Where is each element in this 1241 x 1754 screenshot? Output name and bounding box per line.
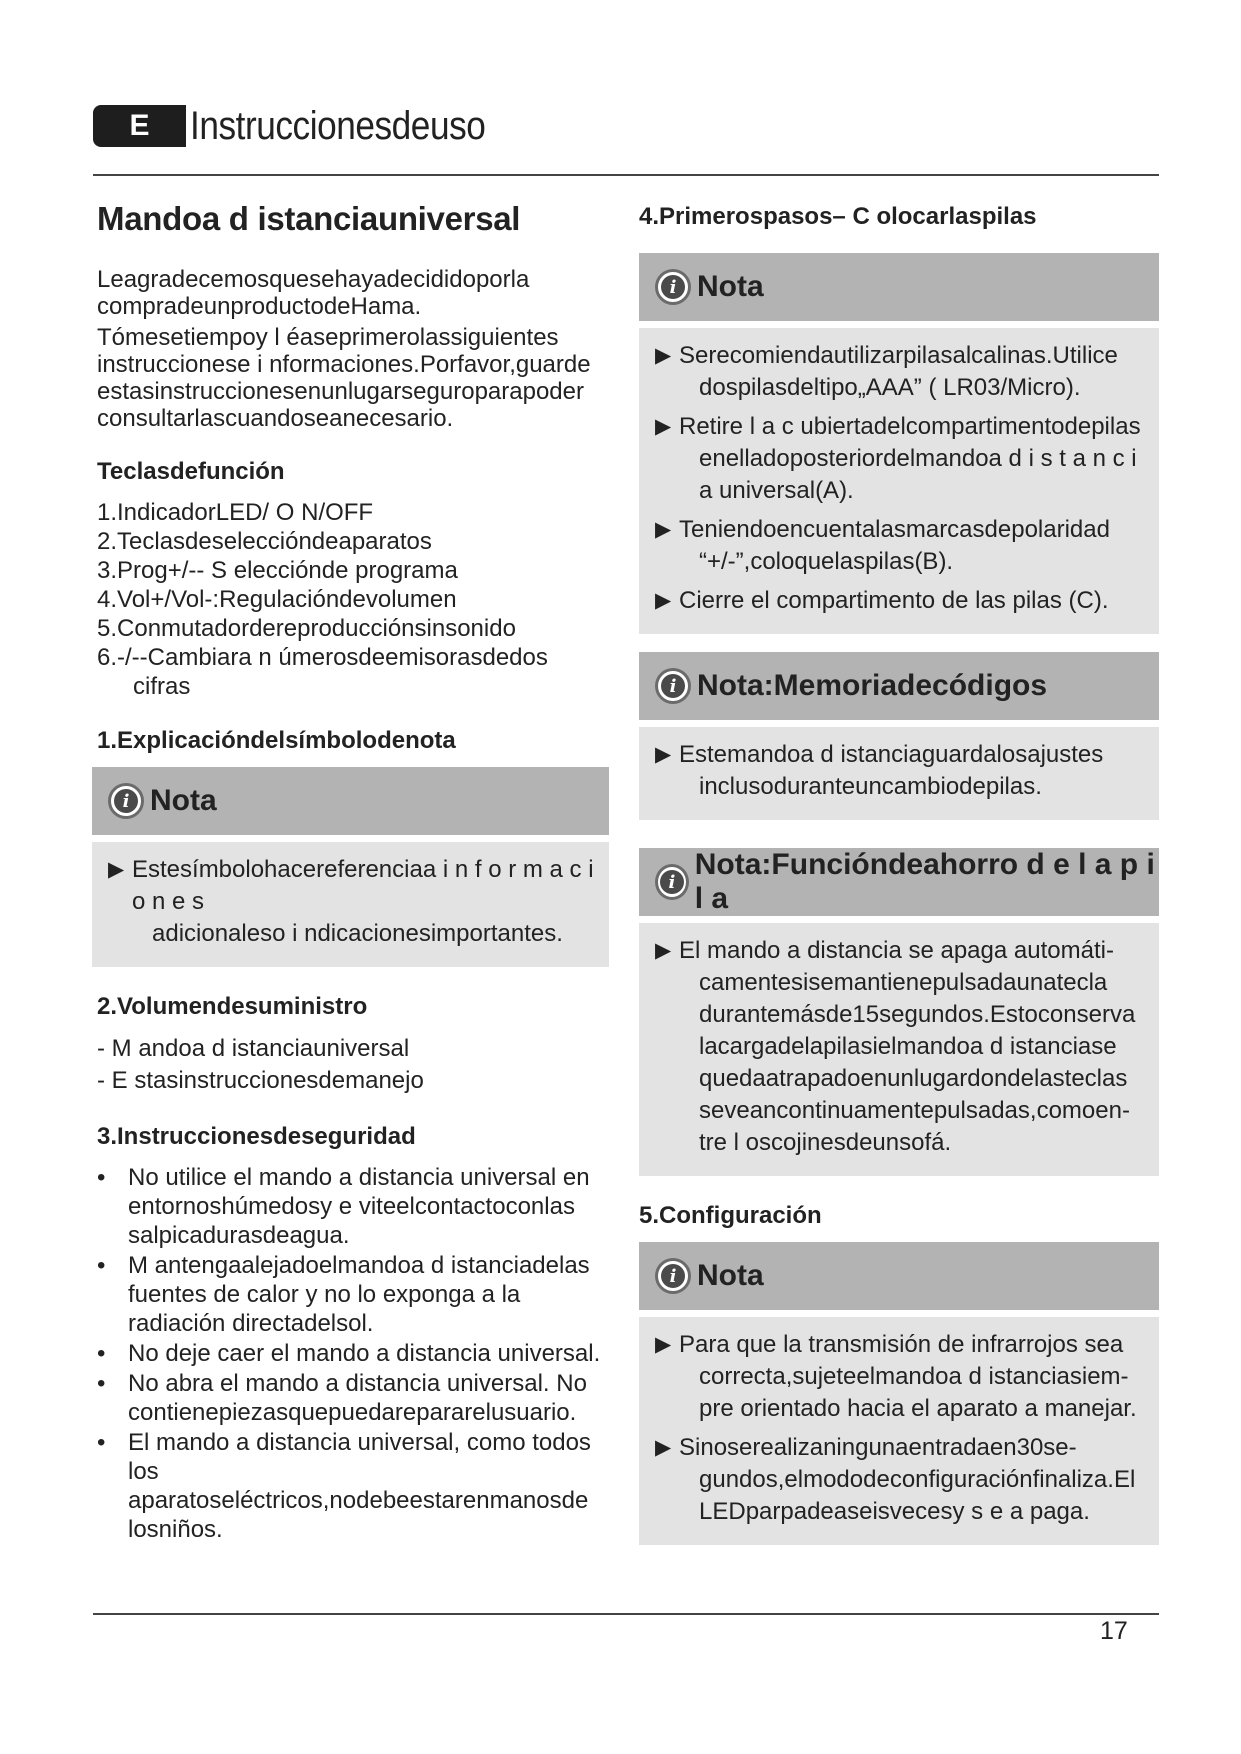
note-item: ▶ Sinoserealizaningunaentradaen30se- gundos,elmododeconfiguraciónfinaliza.El LEDparpadeaseisvecesy s e a paga. (655, 1434, 1136, 1525)
list-item: • M antengaalejadoelmandoa d istanciadelas fuentes de calor y no lo exponga a la radiación directadelsol. (97, 1251, 609, 1338)
arrow-icon: ▶ (655, 518, 672, 541)
arrow-icon: ▶ (655, 415, 672, 438)
note-box (92, 767, 609, 967)
note-item: ▶ Estesímbolohacereferenciaa i n f o r m a c i o n e s adicionaleso i ndicacionesimportantes. (108, 856, 594, 947)
note-title: Nota (150, 784, 217, 817)
list-item: - M andoa d istanciauniversal (97, 1035, 410, 1062)
intro-paragraph-2: Tómesetiempoy l éaseprimerolassiguientes instruccionese i nformaciones.Porfavor,guarde estasinstruccionesenunlugarseguroparapoder consultarlascuandoseanecesario. (97, 324, 591, 432)
footer-rule (93, 1613, 1159, 1615)
note-body (639, 923, 1159, 1176)
list-item: 5.Conmutadordereproducciónsinsonido (97, 615, 516, 642)
note-item: ▶ Retire l a c ubiertadelcompartimentodepilas enelladoposteriordelmandoa d i s t a n c i a universal(A). (655, 413, 1141, 504)
memory-note-box (639, 652, 1159, 820)
note-item: ▶ Serecomiendautilizarpilasalcalinas.Utilice dospilasdeltipo„AAA” ( LR03/Micro). (655, 342, 1118, 401)
language-badge: E (93, 105, 186, 147)
arrow-icon: ▶ (655, 1436, 672, 1459)
list-item: 2.Teclasdeseleccióndeaparatos (97, 528, 432, 555)
battery-note-box (639, 848, 1159, 1176)
safety-list (97, 1163, 609, 1544)
document-title: Mandoa d istanciauniversal (97, 200, 521, 237)
note-item: ▶ Para que la transmisión de infrarrojos sea correcta,sujeteelmandoa d istanciasiem- pre orientado hacia el aparato a manejar. (655, 1331, 1137, 1422)
list-item: 1.IndicadorLED/ O N/OFF (97, 499, 374, 526)
note-item: ▶ Estemandoa d istanciaguardalosajustes inclusoduranteuncambiodepilas. (655, 741, 1104, 800)
list-item: - E stasinstruccionesdemanejo (97, 1067, 424, 1094)
note-header (639, 253, 1159, 328)
arrow-icon: ▶ (655, 743, 672, 766)
note-title: Nota (697, 270, 764, 303)
function-keys-list (97, 498, 609, 701)
note-title: Nota:Memoriadecódigos (697, 669, 1048, 702)
info-icon: i (655, 864, 689, 900)
note-body (639, 328, 1159, 634)
note-item: ▶ Teniendoencuentalasmarcasdepolaridad “+/-”,coloquelaspilas(B). (655, 516, 1110, 575)
info-icon: i (108, 783, 144, 819)
list-item: • No abra el mando a distancia universal. No contienepiezasquepuedarepararelusuario. (97, 1369, 609, 1427)
arrow-icon: ▶ (655, 344, 672, 367)
note-box (639, 1242, 1159, 1545)
page-header (93, 103, 526, 149)
header-rule (93, 174, 1159, 176)
arrow-icon: ▶ (655, 939, 672, 962)
arrow-icon: ▶ (108, 858, 125, 881)
arrow-icon: ▶ (655, 1333, 672, 1356)
list-item: • El mando a distancia universal, como todos los aparatoseléctricos,nodebeestarenmanosde losniños. (97, 1428, 609, 1544)
list-item: 4.Vol+/Vol-:Regulacióndevolumen (97, 586, 457, 613)
note-title: Nota:Funcióndeahorro d e l a p i l a (694, 848, 1155, 915)
info-icon: i (655, 269, 691, 305)
list-item: • No deje caer el mando a distancia universal. (97, 1339, 609, 1368)
right-column (639, 195, 1159, 1563)
note-box (639, 253, 1159, 634)
section-1-heading: 1.Explicacióndelsímbolodenota (97, 727, 456, 754)
page-number: 17 (1100, 1617, 1128, 1645)
note-body (639, 1317, 1159, 1545)
info-icon: i (655, 668, 691, 704)
section-4-heading: 4.Primerospasos– C olocarlaspilas (639, 203, 1037, 230)
header-title: Instruccionesdeuso (190, 103, 486, 148)
list-item: 3.Prog+/-- S elecciónde programa (97, 557, 458, 584)
list-item: • No utilice el mando a distancia universal en entornoshúmedosy e viteelcontactoconlas salpicadurasdeagua. (97, 1163, 609, 1250)
note-header (639, 652, 1159, 727)
info-icon: i (655, 1258, 691, 1294)
note-item: ▶ Cierre el compartimento de las pilas (C). (655, 585, 1149, 617)
note-header (639, 848, 1159, 923)
left-column (97, 195, 609, 1545)
section-2-heading: 2.Volumendesuministro (97, 993, 368, 1020)
note-title: Nota (697, 1259, 764, 1292)
section-5-heading: 5.Configuración (639, 1202, 822, 1229)
note-header (92, 767, 609, 842)
intro-paragraph-1: Leagradecemosquesehayadecididoporla compradeunproductodeHama. (97, 266, 530, 320)
supply-list (97, 1033, 609, 1097)
arrow-icon: ▶ (655, 589, 672, 612)
note-body (92, 842, 609, 967)
section-3-heading: 3.Instruccionesdeseguridad (97, 1123, 416, 1150)
list-item: 6.-/--Cambiara n úmerosdeemisorasdedos cifras (97, 644, 548, 700)
note-header (639, 1242, 1159, 1317)
function-keys-heading: Teclasdefunción (97, 458, 285, 485)
note-body (639, 727, 1159, 820)
note-item: ▶ El mando a distancia se apaga automáti- camentesisemantienepulsadaunatecla durantemásde15segundos.Estoconserva lacargadelapilasielmandoa d istanciase quedaatrapadoenunlugardondelasteclas seveancontinuamentepulsadas,comoen- tre l oscojinesdeunsofá. (655, 937, 1136, 1156)
